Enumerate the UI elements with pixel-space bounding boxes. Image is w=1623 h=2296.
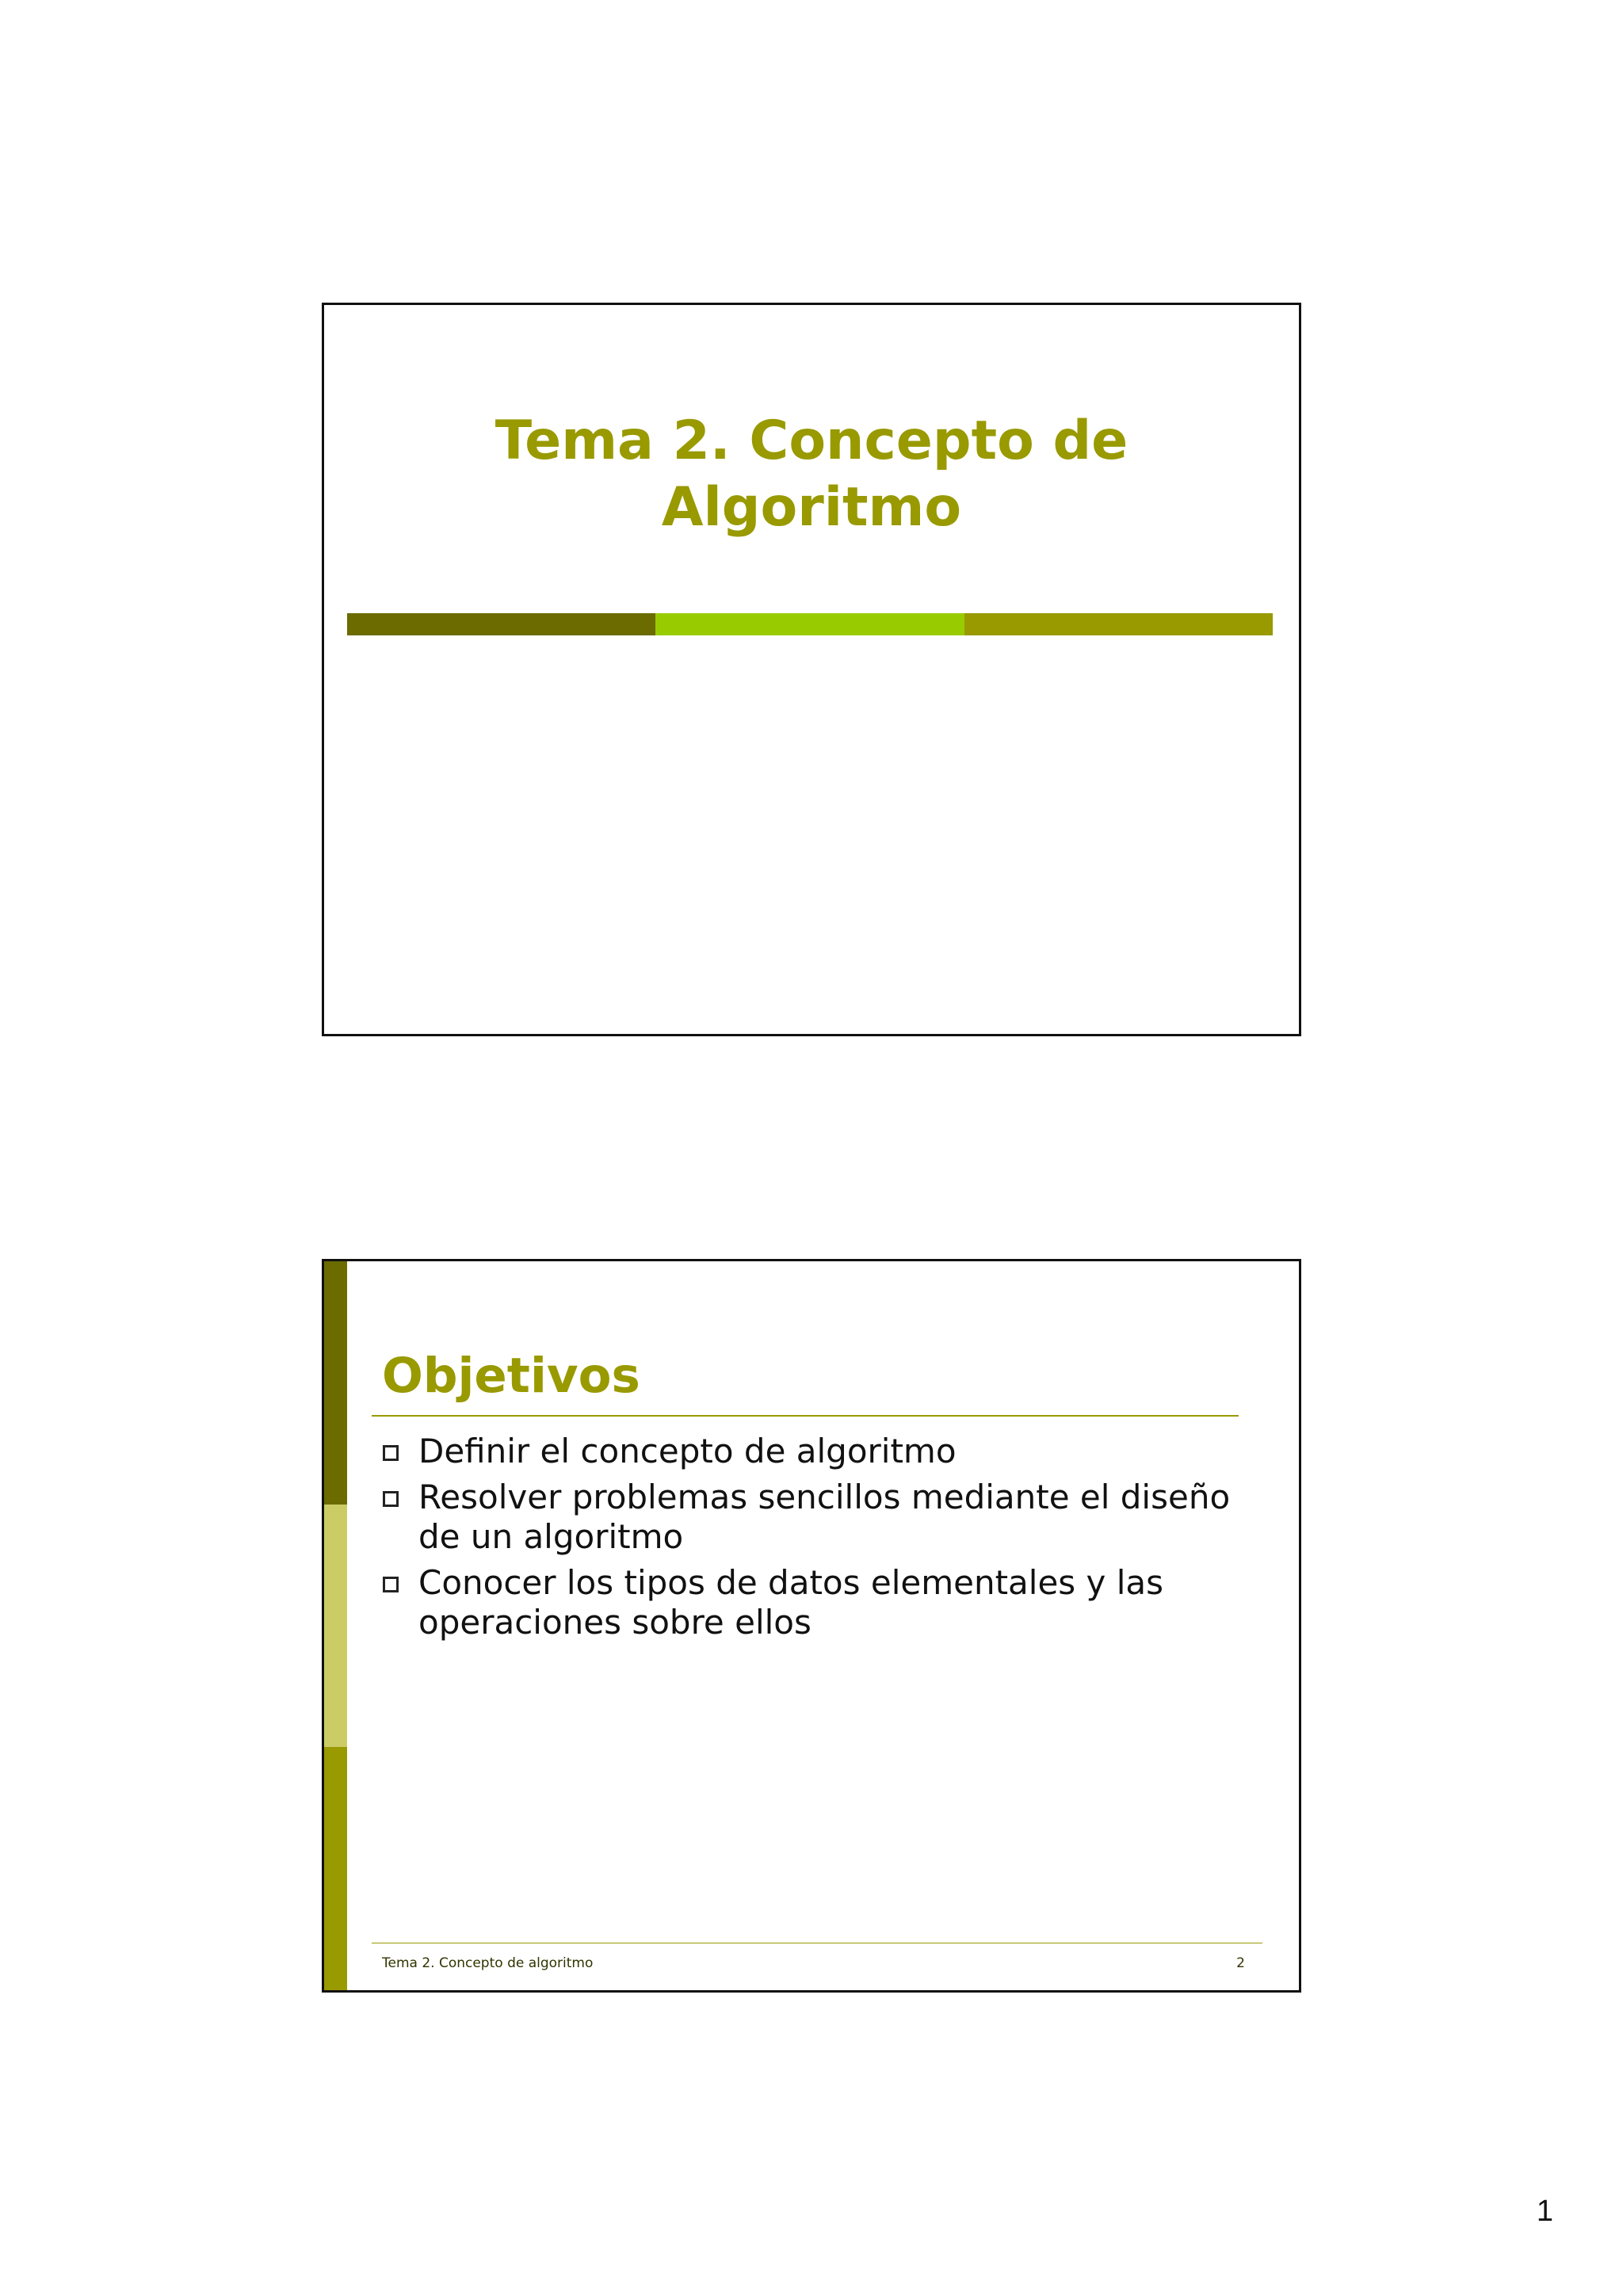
list-item-text: Definir el concepto de algoritmo: [418, 1432, 957, 1470]
slide-title-line-1: Tema 2. Concepto de: [495, 410, 1128, 472]
square-bullet-icon: [383, 1445, 399, 1461]
slide-2: [322, 1259, 1301, 1993]
slide-title: [324, 408, 1299, 541]
side-segment-light: [324, 1505, 347, 1748]
list-item: [380, 1478, 1252, 1557]
decorative-tricolor-bar: [347, 613, 1273, 635]
bar-segment-light: [655, 613, 964, 635]
list-item: [380, 1432, 1252, 1471]
slide-heading: Objetivos: [382, 1348, 640, 1404]
slide-title-line-2: Algoritmo: [661, 476, 962, 539]
decorative-side-bar: [324, 1261, 347, 1990]
slide-1: [322, 303, 1301, 1036]
side-segment-olive: [324, 1747, 347, 1990]
list-item: [380, 1563, 1252, 1642]
list-item-text-line-2: operaciones sobre ellos: [418, 1603, 812, 1642]
list-item-text-line-1: Conocer los tipos de datos elementales y las: [418, 1563, 1164, 1602]
side-segment-dark: [324, 1261, 347, 1505]
bar-segment-olive: [964, 613, 1273, 635]
slide-footer-number: 2: [1236, 1955, 1245, 1971]
list-item-text-line-1: Resolver problemas sencillos mediante el diseño: [418, 1478, 1231, 1516]
square-bullet-icon: [383, 1491, 399, 1507]
bar-segment-dark: [347, 613, 655, 635]
page-number: 1: [1536, 2195, 1553, 2228]
square-bullet-icon: [383, 1577, 399, 1592]
list-item-text-line-2: de un algoritmo: [418, 1517, 684, 1556]
objectives-list: [380, 1432, 1252, 1649]
slide-footer-title: Tema 2. Concepto de algoritmo: [382, 1955, 594, 1971]
heading-underline: [372, 1415, 1239, 1417]
